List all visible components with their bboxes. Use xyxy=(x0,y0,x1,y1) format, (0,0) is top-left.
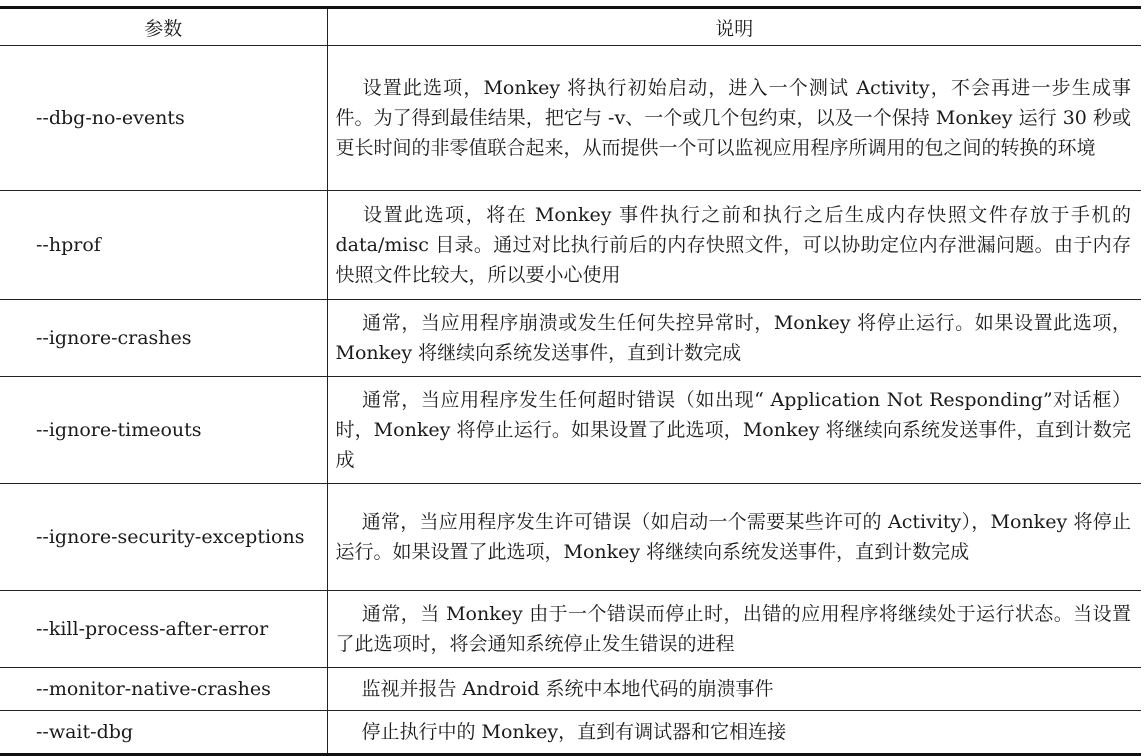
description-cell xyxy=(327,377,1141,484)
param-cell: --hprof xyxy=(0,191,327,300)
description-text: 通常，当应用程序发生许可错误（如启动一个需要某些许可的 Activity），Monkey 将停止运行。如果设置了此选项，Monkey 将继续向系统发送事件，直到计数完成 xyxy=(335,511,1131,563)
description-text: 设置此选项，将在 Monkey 事件执行之前和执行之后生成内存快照文件存放于手机的 data/misc 目录。通过对比执行前后的内存快照文件，可以协助定位内存泄漏问题。由于内存快照文件比较大，所以要小心使用 xyxy=(335,204,1131,286)
param-cell: --wait-dbg xyxy=(0,711,327,755)
description-cell xyxy=(327,191,1141,300)
header-description: 说明 xyxy=(327,8,1141,46)
table-row xyxy=(0,46,1141,191)
header-param: 参数 xyxy=(0,8,327,46)
description-cell xyxy=(327,46,1141,191)
description-text: 设置此选项，Monkey 将执行初始启动，进入一个测试 Activity，不会再进一步生成事件。为了得到最佳结果，把它与 -v、一个或几个包约束，以及一个保持 Monkey 运行 30 秒或更长时间的非零值联合起来，从而提供一个可以监视应用程序所调用的包之间的转换的环境 xyxy=(335,77,1131,159)
description-text: 监视并报告 Android 系统中本地代码的崩溃事件 xyxy=(361,678,774,700)
description-cell xyxy=(327,591,1141,668)
description-cell xyxy=(327,711,1141,755)
description-cell xyxy=(327,300,1141,377)
param-cell: --kill-process-after-error xyxy=(0,591,327,668)
description-cell xyxy=(327,668,1141,711)
table-row xyxy=(0,300,1141,377)
param-cell: --ignore-timeouts xyxy=(0,377,327,484)
description-text: 通常，当应用程序崩溃或发生任何失控异常时，Monkey 将停止运行。如果设置此选项，Monkey 将继续向系统发送事件，直到计数完成 xyxy=(335,312,1131,364)
param-cell: --monitor-native-crashes xyxy=(0,668,327,711)
description-cell xyxy=(327,484,1141,591)
param-cell: --ignore-crashes xyxy=(0,300,327,377)
table-row xyxy=(0,484,1141,591)
param-cell: --ignore-security-exceptions xyxy=(0,484,327,591)
table-row xyxy=(0,377,1141,484)
table-header-row xyxy=(0,8,1141,46)
table-row xyxy=(0,711,1141,755)
table-row xyxy=(0,191,1141,300)
description-text: 停止执行中的 Monkey，直到有调试器和它相连接 xyxy=(361,721,787,743)
description-text: 通常，当 Monkey 由于一个错误而停止时，出错的应用程序将继续处于运行状态。当设置了此选项时，将会通知系统停止发生错误的进程 xyxy=(335,603,1131,655)
options-table-container xyxy=(0,6,1141,756)
monkey-options-table xyxy=(0,6,1141,756)
description-text: 通常，当应用程序发生任何超时错误（如出现“ Application Not Responding”对话框）时，Monkey 将停止运行。如果设置了此选项，Monkey 将继续向系统发送事件，直到计数完成 xyxy=(335,389,1131,471)
table-row xyxy=(0,668,1141,711)
table-row xyxy=(0,591,1141,668)
param-cell: --dbg-no-events xyxy=(0,46,327,191)
